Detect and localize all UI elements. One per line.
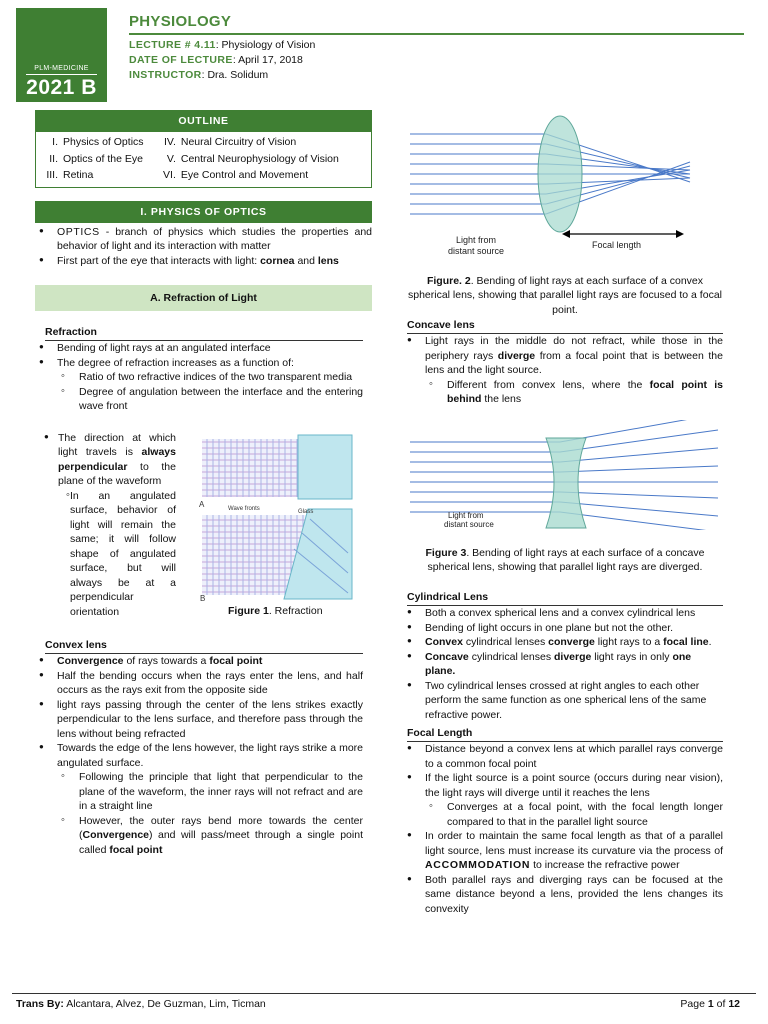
list-item: ◦ Ratio of two refractive indices of the two transparent media [35,370,363,384]
list-item: ● Convex cylindrical lenses converge light rays to a focal line. [403,635,723,649]
list-item: ● The direction at which light travels is always perpendicular to the plane of the waveform [40,431,176,489]
figure-1-label-glass: Glass [298,509,314,515]
concave-heading: Concave lens [407,318,723,334]
outline-item: Physics of Optics [63,136,144,148]
list-item: ● The degree of refraction increases as a function of: [35,356,363,370]
convex-heading: Convex lens [45,638,363,654]
focal-heading: Focal Length [407,726,723,742]
list-item: ◦ Following the principle that light that perpendicular to the plane of the waveform, the inner rays will not refract and are in a straight line [35,770,363,813]
list-item: ● If the light source is a point source (occurs during near vision), the light rays will diverge until it reaches the lens [403,771,723,800]
list-item: ● Convergence of rays towards a focal point [35,654,363,668]
list-item: ◦ However, the outer rays bend more towards the center (Convergence) and will pass/meet through a single point called focal point [35,814,363,857]
outline-table: I. Physics of Optics IV. Neural Circuitry of Vision II. Optics of the Eye V. Central Neurophysiology of Vision III. Retina VI. Eye Control and Movement [35,132,372,188]
focal-length-section [407,726,723,916]
outline-title: OUTLINE [35,110,372,132]
figure-3-concave-lens [410,420,720,530]
subsection-title: A. Refraction of Light [35,285,372,311]
logo-school-text: PLM-MEDICINE [34,65,89,72]
list-item: ◦ Different from convex lens, where the focal point is behind the lens [403,378,723,407]
section-intro [35,225,372,268]
list-item: ● OPTICS - branch of physics which studies the properties and behavior of light and its interaction with matter [35,225,372,254]
list-item: ● light rays passing through the center of the lens strikes exactly perpendicular to the lens surface, and therefore pass through the lens without being refracted [35,698,363,741]
batch-logo [16,8,107,102]
course-title: PHYSIOLOGY [129,13,232,30]
outline-item: Optics of the Eye [63,152,143,165]
list-item: ● Concave cylindrical lenses diverge light rays in only one plane. [403,650,723,679]
list-item: ● Two cylindrical lenses crossed at right angles to each other perform the same function as one spherical lens of the same refractive power. [403,679,723,722]
figure-2-label-focal: Focal length [592,240,642,250]
list-item: ● Both a convex spherical lens and a convex cylindrical lens [403,606,723,620]
figure-2-caption: Figure. 2. Bending of light rays at each surface of a convex spherical lens, showing that parallel light rays are focused to a focal point. [407,275,722,316]
list-item: ● Half the bending occurs when the rays enter the lens, and half occurs as the rays exit from the opposite side [35,669,363,698]
figure-2-label-source: Light from distant source [448,235,505,256]
figure-1-refraction [198,433,354,603]
page-number: Page 1 of 12 [680,998,740,1010]
figure-1-label-a: A [199,500,205,509]
figure-1-label-b: B [200,594,206,603]
convex-section [45,638,363,857]
cylindrical-heading: Cylindrical Lens [407,590,723,606]
outline-item: Retina [63,169,94,181]
section-title: I. PHYSICS OF OPTICS [35,201,372,223]
footer-rule [12,993,756,994]
refraction-section [45,325,363,414]
figure-3-label-source: Light from distant source [444,511,494,529]
outline-box [35,110,372,188]
cylindrical-section [407,590,723,722]
list-item: ◦ Degree of angulation between the interface and the entering wave front [35,385,363,414]
logo-batch-text: 2021 B [26,76,97,99]
outline-item: Eye Control and Movement [180,169,309,181]
figure-1-caption: Figure 1. Refraction [228,605,323,617]
list-item: ◦ In an angulated surface, behavior of light will remain the same; it will follow shape of angulated surface, but will always be at a perpendicular orientation [40,489,176,619]
list-item: ● Light rays in the middle do not refract, while those in the periphery rays diverge from a focal point that is between the lens and the light source. [403,334,723,377]
footer-authors: Trans By: Alcantara, Alvez, De Guzman, Lim, Ticman [16,998,266,1010]
header-rule [129,33,744,35]
list-item: ◦ Converges at a focal point, with the focal length longer compared to that in the parallel light source [403,800,723,829]
date-line: DATE OF LECTURE: April 17, 2018 [129,54,303,67]
figure-3-caption: Figure 3. Bending of light rays at each surface of a concave spherical lens, showing that parallel light rays are diverged. [425,547,705,574]
refraction-heading: Refraction [45,325,363,341]
figure-2-convex-lens [410,110,720,262]
lecture-meta [129,38,315,84]
outline-item: Neural Circuitry of Vision [180,136,297,148]
concave-section [407,318,723,407]
figure-1-label-wave: Wave fronts [228,506,260,512]
list-item: ● First part of the eye that interacts with light: cornea and lens [35,254,372,268]
list-item: ● Towards the edge of the lens however, the light rays strike a more angulated surface. [35,741,363,770]
list-item: ● Distance beyond a convex lens at which parallel rays converge to a common focal point [403,742,723,771]
instructor-line: INSTRUCTOR: Dra. Solidum [129,69,269,82]
list-item: ● Bending of light rays at an angulated interface [35,341,363,355]
lecture-line: LECTURE # 4.11: Physiology of Vision [129,39,316,51]
list-item: ● Both parallel rays and diverging rays can be focused at the same distance beyond a lens, provided the lens changes its convexity [403,873,723,916]
refraction-direction [40,431,176,619]
outline-item: Central Neurophysiology of Vision [180,152,339,165]
list-item: ● In order to maintain the same focal length as that of a parallel light source, lens must increase its curvature via the process of ACCOMMODATION to increase the refractive power [403,829,723,872]
list-item: ● Bending of light occurs in one plane but not the other. [403,621,723,635]
